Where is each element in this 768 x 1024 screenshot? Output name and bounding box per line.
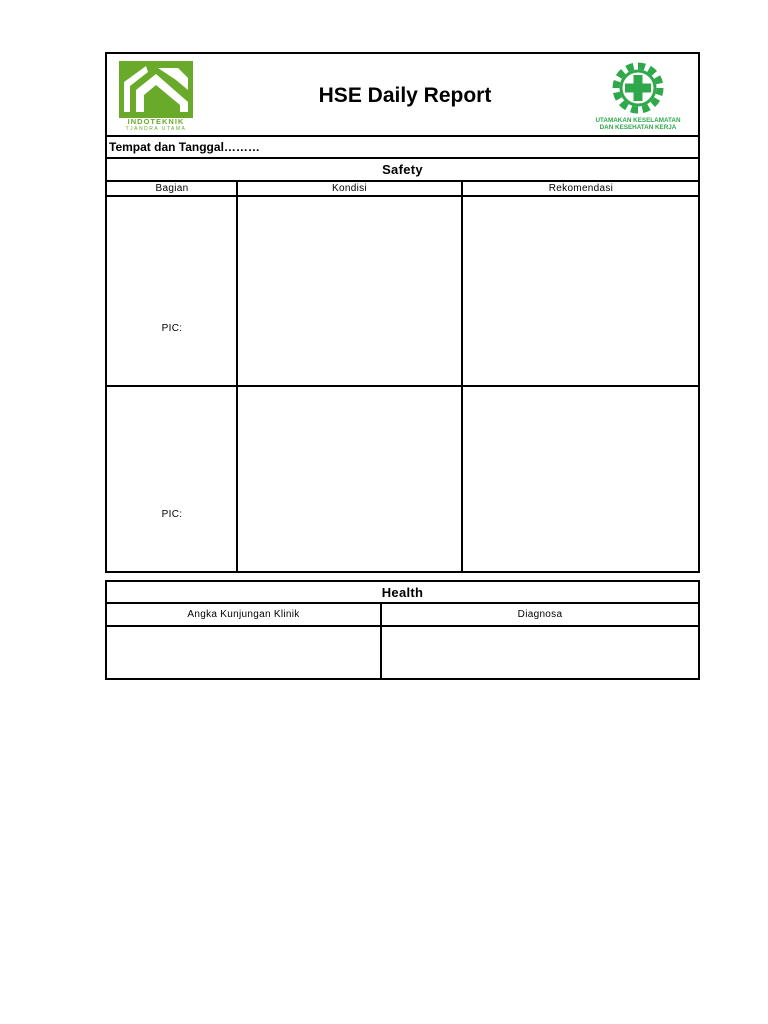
header-divider bbox=[105, 135, 700, 137]
health-column-divider bbox=[380, 603, 382, 679]
kondisi-cell[interactable] bbox=[239, 388, 460, 570]
report-title: HSE Daily Report bbox=[318, 84, 492, 107]
column-divider-2 bbox=[461, 181, 463, 572]
place-date-divider bbox=[105, 157, 700, 159]
logo-name-line2: TJANDRA UTAMA bbox=[125, 126, 187, 130]
angka-kunjungan-cell[interactable] bbox=[108, 628, 378, 677]
column-header-angka-kunjungan: Angka Kunjungan Klinik bbox=[187, 609, 300, 620]
kondisi-cell[interactable] bbox=[239, 198, 460, 384]
logo-name-line1: INDOTEKNIK bbox=[127, 117, 185, 126]
safety-row-divider bbox=[105, 385, 700, 387]
safety-title-divider bbox=[105, 180, 700, 182]
column-header-bagian: Bagian bbox=[155, 183, 189, 194]
rekomendasi-cell[interactable] bbox=[464, 198, 697, 384]
column-header-diagnosa: Diagnosa bbox=[517, 609, 563, 620]
column-header-divider bbox=[105, 195, 700, 197]
pic-label: PIC: bbox=[161, 323, 183, 334]
health-title-divider bbox=[105, 602, 700, 604]
health-header-divider bbox=[105, 625, 700, 627]
diagnosa-cell[interactable] bbox=[384, 628, 697, 677]
k3-line2: DAN KESEHATAN KERJA bbox=[599, 124, 677, 130]
rekomendasi-cell[interactable] bbox=[464, 388, 697, 570]
column-header-kondisi: Kondisi bbox=[332, 183, 367, 194]
k3-gear-cross-icon bbox=[590, 62, 686, 130]
pic-label: PIC: bbox=[161, 509, 183, 520]
safety-section-title: Safety bbox=[382, 162, 423, 177]
indoteknik-logo bbox=[118, 60, 194, 130]
health-section-title: Health bbox=[381, 585, 424, 600]
column-header-rekomendasi: Rekomendasi bbox=[548, 183, 614, 194]
place-date-field[interactable]: Tempat dan Tanggal……… bbox=[109, 140, 260, 154]
k3-line1: UTAMAKAN KESELAMATAN bbox=[595, 117, 681, 124]
